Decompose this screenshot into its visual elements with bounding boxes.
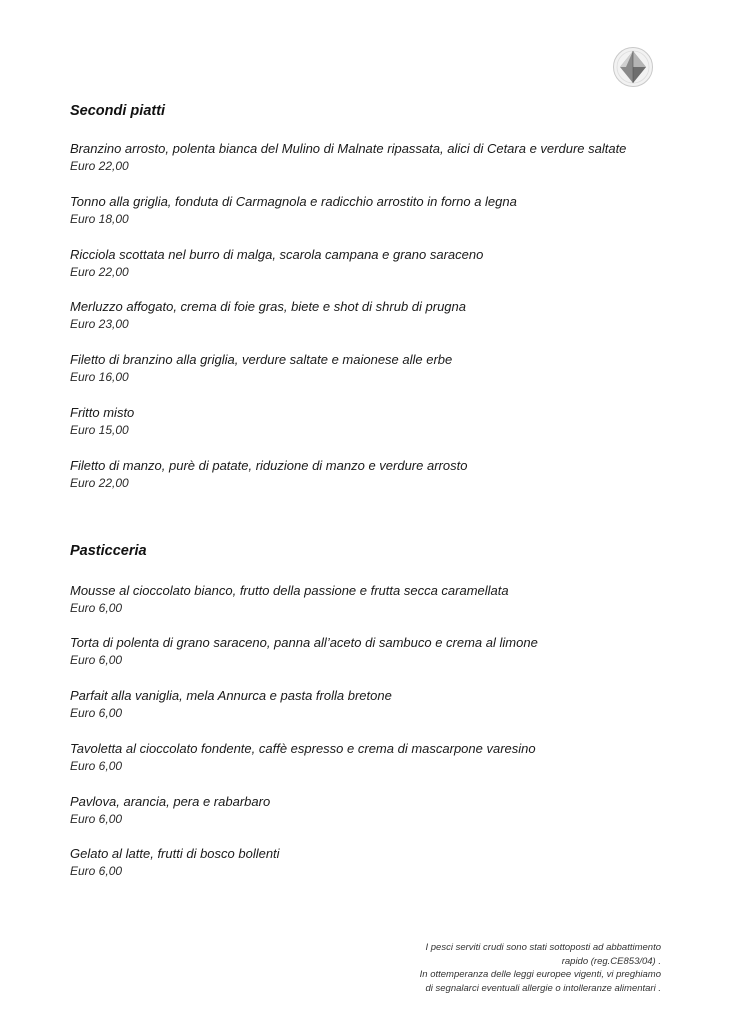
menu-item xyxy=(70,457,690,492)
menu-item xyxy=(70,351,690,386)
menu-item-name: Torta di polenta di grano saraceno, panna all’aceto di sambuco e crema al limone xyxy=(70,635,538,650)
menu-item-name: Merluzzo affogato, crema di foie gras, biete e shot di shrub di prugna xyxy=(70,299,466,314)
footnote-line: rapido (reg.CE853/04) . xyxy=(561,955,661,967)
menu-item-price: Euro 6,00 xyxy=(70,812,123,826)
menu-item xyxy=(70,246,690,281)
menu-item-price: Euro 6,00 xyxy=(70,653,123,667)
menu-item xyxy=(70,582,690,617)
menu-item xyxy=(70,404,690,439)
menu-item-name: Ricciola scottata nel burro di malga, scarola campana e grano saraceno xyxy=(70,247,484,262)
menu-item-price: Euro 22,00 xyxy=(70,265,129,279)
menu-item xyxy=(70,740,690,775)
menu-item-price: Euro 6,00 xyxy=(70,706,123,720)
menu-item-name: Gelato al latte, frutti di bosco bollenti xyxy=(70,846,280,861)
menu-item xyxy=(70,298,690,333)
menu-item-price: Euro 6,00 xyxy=(70,601,123,615)
menu-item-name: Branzino arrosto, polenta bianca del Mulino di Malnate ripassata, alici di Cetara e verdure saltate xyxy=(70,141,627,156)
menu-item-price: Euro 22,00 xyxy=(70,476,129,490)
menu-item xyxy=(70,845,690,880)
menu-item-name: Pavlova, arancia, pera e rabarbaro xyxy=(70,794,271,809)
allergy-footnote xyxy=(341,941,661,995)
menu-item-name: Tonno alla griglia, fonduta di Carmagnola e radicchio arrostito in forno a legna xyxy=(70,194,517,209)
menu-item-name: Mousse al cioccolato bianco, frutto della passione e frutta secca caramellata xyxy=(70,583,509,598)
menu-item-name: Filetto di branzino alla griglia, verdure saltate e maionese alle erbe xyxy=(70,352,453,367)
menu-item-price: Euro 16,00 xyxy=(70,370,129,384)
restaurant-logo-icon xyxy=(612,46,654,88)
menu-item-name: Filetto di manzo, purè di patate, riduzione di manzo e verdure arrosto xyxy=(70,458,468,473)
section-title-secondi: Secondi piatti xyxy=(70,103,166,119)
footnote-line: In ottemperanza delle leggi europee vigenti, vi preghiamo xyxy=(419,969,661,980)
menu-item-price: Euro 22,00 xyxy=(70,159,129,173)
menu-item xyxy=(70,634,690,669)
menu-item-name: Fritto misto xyxy=(70,405,135,420)
footnote-line: di segnalarci eventuali allergie o intolleranze alimentari . xyxy=(425,982,661,994)
menu-item-price: Euro 15,00 xyxy=(70,423,129,437)
menu-item-name: Parfait alla vaniglia, mela Annurca e pasta frolla bretone xyxy=(70,688,392,703)
menu-item xyxy=(70,193,690,228)
menu-item xyxy=(70,793,690,828)
footnote-line: I pesci serviti crudi sono stati sottoposti ad abbattimento xyxy=(425,942,661,953)
menu-item-price: Euro 18,00 xyxy=(70,212,129,226)
menu-item-name: Tavoletta al cioccolato fondente, caffè espresso e crema di mascarpone varesino xyxy=(70,741,536,756)
menu-item-price: Euro 6,00 xyxy=(70,864,123,878)
menu-item-price: Euro 6,00 xyxy=(70,759,123,773)
menu-item-price: Euro 23,00 xyxy=(70,317,129,331)
section-title-pasticceria: Pasticceria xyxy=(70,543,147,559)
menu-item xyxy=(70,140,690,175)
menu-item xyxy=(70,687,690,722)
